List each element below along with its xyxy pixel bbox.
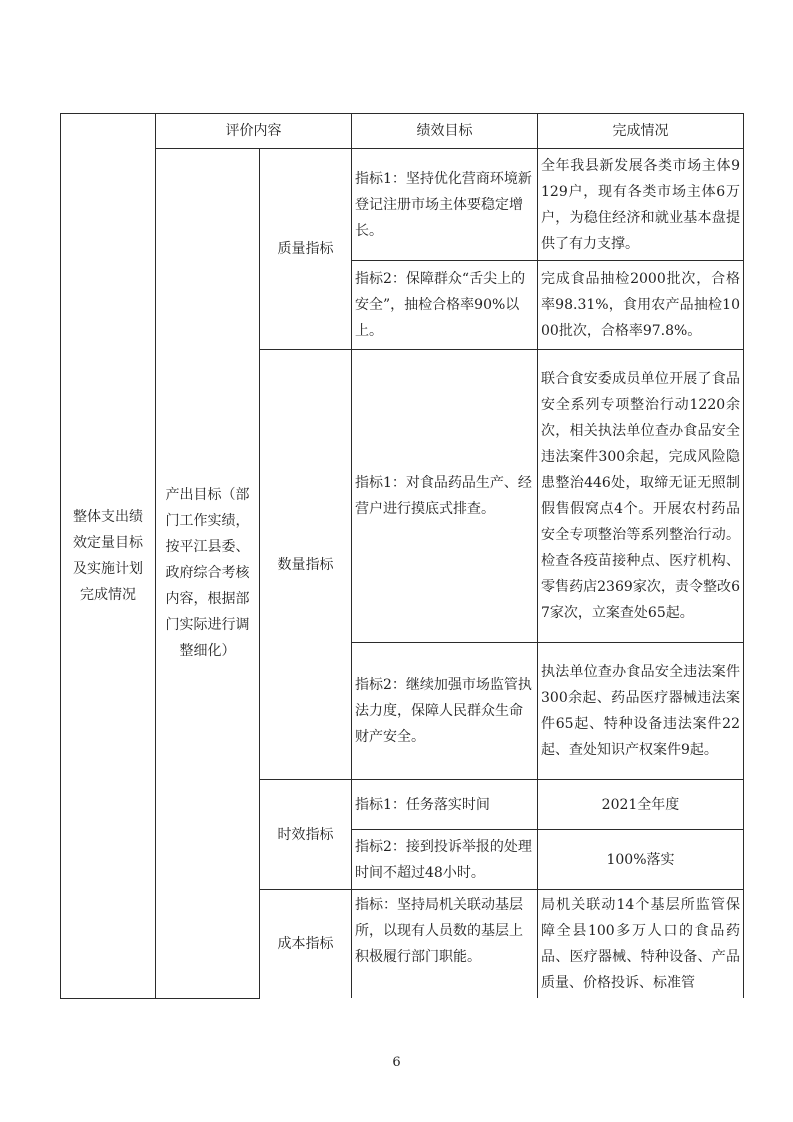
target-cell: 指标1：任务落实时间: [352, 780, 538, 830]
indicator-category: 成本指标: [260, 890, 352, 999]
table-header-row: [61, 114, 744, 149]
header-completion-status: 完成情况: [538, 114, 744, 149]
output-goal-cell: 产出目标（部门工作实绩，按平江县委、政府综合考核内容，根据部门实际进行调整细化）: [156, 149, 260, 999]
indicator-category: 时效指标: [260, 780, 352, 890]
status-cell: 100%落实: [538, 830, 744, 890]
status-cell: 完成食品抽检2000批次，合格率98.31%，食用农产品抽检1000批次，合格率97.8%。: [538, 261, 744, 350]
target-cell: 指标2：继续加强市场监管执法力度，保障人民群众生命财产安全。: [352, 643, 538, 780]
performance-evaluation-table: [60, 113, 744, 999]
indicator-category: 数量指标: [260, 350, 352, 780]
page-number: 6: [392, 1055, 401, 1070]
target-cell: 指标：坚持局机关联动基层所，以现有人员数的基层上积极履行部门职能。: [352, 890, 538, 999]
status-cell: 联合食安委成员单位开展了食品安全系列专项整治行动1220余次，相关执法单位查办食品安全违法案件300余起，完成风险隐患整治446处，取缔无证无照制假售假窝点4个。开展农村药品安全专项整治等系列整治行动。检查各疫苗接种点、医疗机构、零售药店2369家次，责令整改67家次，立案查处65起。: [538, 350, 744, 643]
status-cell: 全年我县新发展各类市场主体9129户，现有各类市场主体6万户，为稳住经济和就业基本盘提供了有力支撑。: [538, 149, 744, 261]
status-cell: 2021全年度: [538, 780, 744, 830]
target-cell: 指标1：对食品药品生产、经营户进行摸底式排查。: [352, 350, 538, 643]
target-cell: 指标2：保障群众“舌尖上的安全”，抽检合格率90%以上。: [352, 261, 538, 350]
table-row: [61, 149, 744, 261]
row-header-cell: 整体支出绩效定量目标及实施计划完成情况: [61, 114, 156, 999]
header-performance-target: 绩效目标: [352, 114, 538, 149]
status-cell: 执法单位查办食品安全违法案件300余起、药品医疗器械违法案件65起、特种设备违法案件22起、查处知识产权案件9起。: [538, 643, 744, 780]
target-cell: 指标1：坚持优化营商环境新登记注册市场主体要稳定增长。: [352, 149, 538, 261]
indicator-category: 质量指标: [260, 149, 352, 350]
header-evaluation-content: 评价内容: [156, 114, 352, 149]
status-cell: 局机关联动14个基层所监管保障全县100多万人口的食品药品、医疗器械、特种设备、产品质量、价格投诉、标准管: [538, 890, 744, 999]
target-cell: 指标2：接到投诉举报的处理时间不超过48小时。: [352, 830, 538, 890]
